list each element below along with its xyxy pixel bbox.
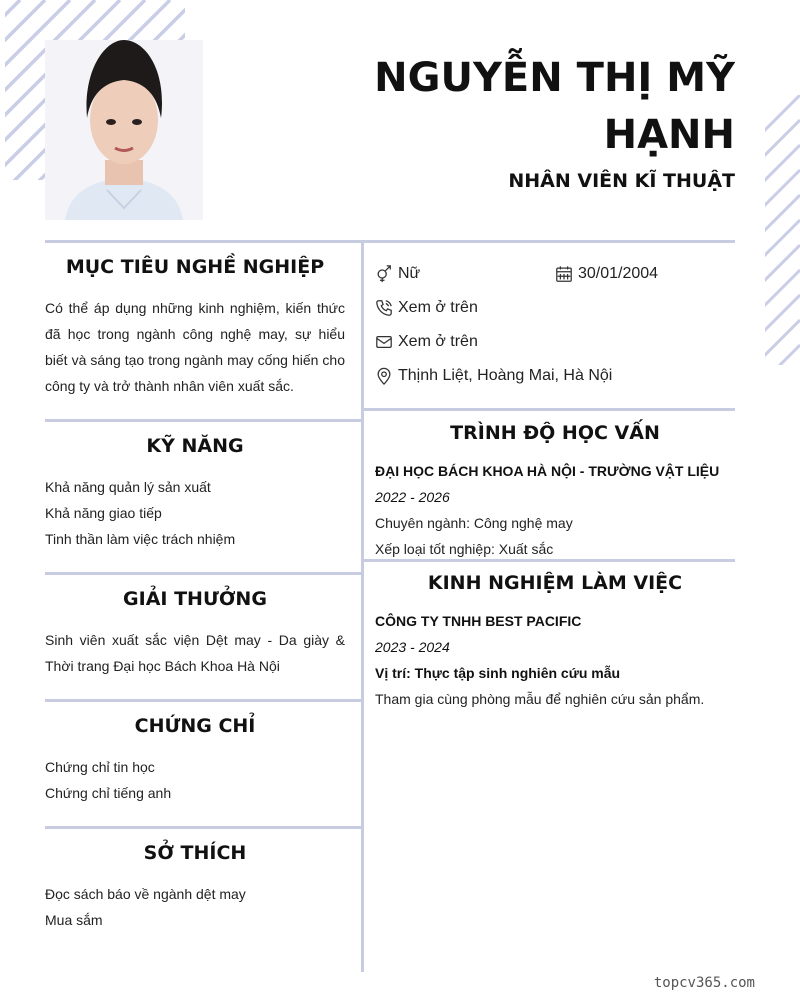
birthdate-value: 30/01/2004 [578, 265, 659, 282]
candidate-name-line1: NGUYỄN THỊ MỸ [374, 55, 735, 101]
objective-heading: MỤC TIÊU NGHỀ NGHIỆP [65, 256, 325, 278]
email-value: Xem ở trên [398, 333, 478, 350]
gender-info [375, 265, 420, 283]
education-period: 2022 - 2026 [375, 489, 450, 505]
email-info [375, 333, 478, 351]
objective-text: Có thể áp dụng những kinh nghiệm, kiến thức đã học trong ngành công nghệ may, sự hiểu biết và sáng tạo trong ngành may cống hiến cho công ty và trở thành nhân viên xuất sắc. [45, 300, 345, 394]
divider [45, 699, 361, 702]
experience-period: 2023 - 2024 [375, 639, 450, 655]
list-item: Mua sắm [45, 912, 103, 928]
list-item: Chứng chỉ tiếng anh [45, 785, 172, 801]
list-item: Chứng chỉ tin học [45, 759, 155, 775]
decorative-stripes-right [760, 95, 800, 370]
phone-icon [375, 299, 393, 317]
list-item: Khả năng quản lý sản xuất [45, 479, 211, 495]
birthdate-info [555, 265, 658, 283]
hobbies-list [45, 881, 345, 933]
watermark: topcv365.com [653, 975, 755, 991]
experience-position: Vị trí: Thực tập sinh nghiên cứu mẫu [375, 665, 621, 681]
list-item: Đọc sách báo về ngành dệt may [45, 886, 246, 902]
calendar-icon [555, 265, 573, 283]
education-grade: Xếp loại tốt nghiệp: Xuất sắc [375, 541, 554, 557]
divider [45, 419, 361, 422]
certificates-list [45, 754, 345, 806]
gender-value: Nữ [398, 265, 421, 282]
phone-info [375, 299, 478, 317]
address-info [375, 367, 612, 385]
awards-text: Sinh viên xuất sắc viện Dệt may - Da giày & Thời trang Đại học Bách Khoa Hà Nội [45, 632, 345, 674]
location-icon [375, 367, 393, 385]
address-value: Thịnh Liệt, Hoàng Mai, Hà Nội [398, 367, 613, 384]
candidate-name-line2: HẠNH [603, 112, 735, 158]
job-title: NHÂN VIÊN KĨ THUẬT [508, 170, 735, 192]
school-name: ĐẠI HỌC BÁCH KHOA HÀ NỘI - TRƯỜNG VẬT LIỆU [375, 463, 720, 479]
column-divider [361, 240, 364, 972]
skills-heading: KỸ NĂNG [146, 435, 244, 457]
education-heading: TRÌNH ĐỘ HỌC VẤN [450, 422, 660, 444]
list-item: Tinh thần làm việc trách nhiệm [45, 531, 236, 547]
email-icon [375, 333, 393, 351]
divider [45, 240, 735, 243]
education-entry [375, 458, 735, 562]
experience-heading: KINH NGHIỆM LÀM VIỆC [427, 572, 683, 594]
list-item: Khả năng giao tiếp [45, 505, 162, 521]
hobbies-heading: SỞ THÍCH [143, 842, 247, 864]
company-name: CÔNG TY TNHH BEST PACIFIC [375, 613, 582, 629]
skills-list [45, 474, 345, 552]
gender-icon [375, 265, 393, 283]
profile-photo [45, 40, 203, 220]
experience-description: Tham gia cùng phòng mẫu để nghiên cứu sản phẩm. [375, 691, 705, 707]
education-major: Chuyên ngành: Công nghệ may [375, 515, 573, 531]
divider [45, 826, 361, 829]
awards-heading: GIẢI THƯỞNG [123, 588, 267, 610]
divider [45, 572, 361, 575]
experience-entry [375, 608, 735, 712]
divider [364, 408, 735, 411]
candidate-name [305, 50, 735, 164]
certificates-heading: CHỨNG CHỈ [134, 715, 256, 737]
phone-value: Xem ở trên [398, 299, 478, 316]
